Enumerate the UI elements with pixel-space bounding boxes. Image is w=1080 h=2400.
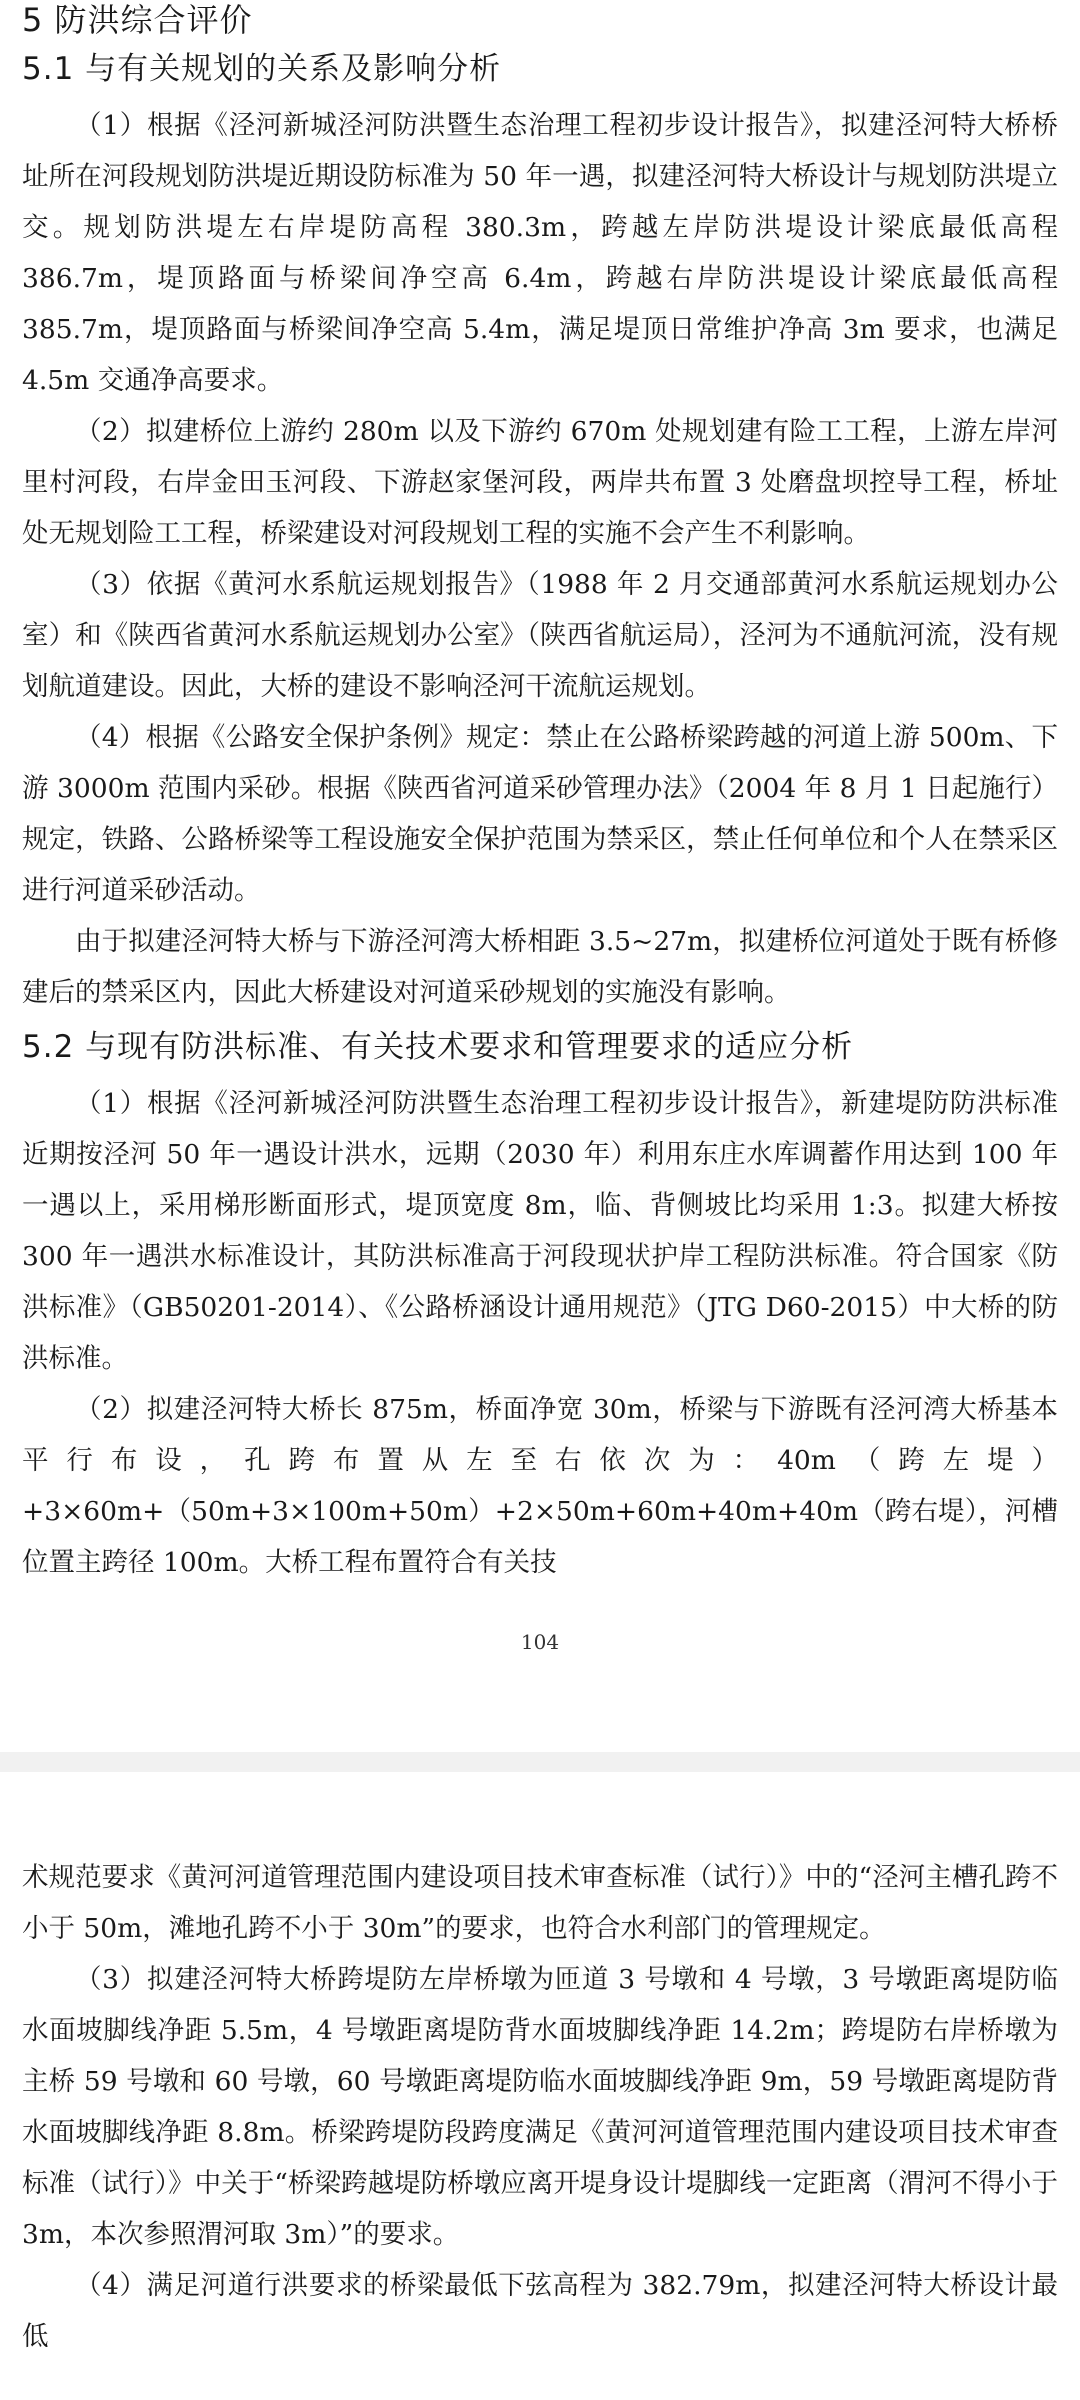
paragraph-continued: 术规范要求《黄河河道管理范围内建设项目技术审查标准（试行）》中的“泾河主槽孔跨不小于 50m，滩地孔跨不小于 30m”的要求，也符合水利部门的管理规定。 — [22, 1862, 1058, 1944]
paragraph-5-2-item-3: （3）拟建泾河特大桥跨堤防左岸桥墩为匝道 3 号墩和 4 号墩，3 号墩距离堤防临水面坡脚线净距 5.5m，4 号墩距离堤防背水面坡脚线净距 14.2m；跨堤防右岸桥墩为主桥 59 号墩和 60 号墩，60 号墩距离堤防临水面坡脚线净距 9m，59 号墩距离堤防背水面坡脚线净距 8.8m。桥梁跨堤防段跨度满足《黄河河道管理范围内建设项目技术审查标准（试行）》中关于“桥梁跨越堤防桥墩应离开堤身设计堤脚线一定距离（渭河不得小于 3m，本次参照渭河取 3m）”的要求。 — [22, 1964, 1058, 2250]
page-content — [22, 1852, 1058, 2362]
paragraph-5-2-item-2: （2）拟建泾河特大桥长 875m，桥面净宽 30m，桥梁与下游既有泾河湾大桥基本平行布设，孔跨布置从左至右依次为：40m（跨左堤）+3×60m+（50m+3×100m+50m）+2×50m+60m+40m+40m（跨右堤），河槽位置主跨径 100m。大桥工程布置符合有关技 — [22, 1394, 1058, 1578]
paragraph-5-1-item-1: （1）根据《泾河新城泾河防洪暨生态治理工程初步设计报告》，拟建泾河特大桥桥址所在河段规划防洪堤近期设防标准为 50 年一遇，拟建泾河特大桥设计与规划防洪堤立交。规划防洪堤左右岸堤防高程 380.3m，跨越左岸防洪堤设计梁底最低高程 386.7m，堤顶路面与桥梁间净空高 6.4m，跨越右岸防洪堤设计梁底最低高程 385.7m，堤顶路面与桥梁间净空高 5.4m，满足堤顶日常维护净高 3m 要求，也满足 4.5m 交通净高要求。 — [22, 110, 1058, 396]
chapter-title: 5 防洪综合评价 — [22, 1, 253, 39]
section-5-2-title: 5.2 与现有防洪标准、有关技术要求和管理要求的适应分析 — [22, 1029, 854, 1065]
page-content — [22, 0, 1058, 1588]
document-page-105 — [0, 1772, 1080, 2400]
paragraph-5-1-item-2: （2）拟建桥位上游约 280m 以及下游约 670m 处规划建有险工工程，上游左岸河里村河段，右岸金田玉河段、下游赵家堡河段，两岸共布置 3 处磨盘坝控导工程，桥址处无规划险工工程，桥梁建设对河段规划工程的实施不会产生不利影响。 — [22, 416, 1058, 549]
paragraph-5-2-item-4: （4）满足河道行洪要求的桥梁最低下弦高程为 382.79m，拟建泾河特大桥设计最低 — [22, 2270, 1058, 2352]
paragraph-5-1-conclusion: 由于拟建泾河特大桥与下游泾河湾大桥相距 3.5~27m，拟建桥位河道处于既有桥修建后的禁采区内，因此大桥建设对河道采砂规划的实施没有影响。 — [22, 926, 1058, 1008]
section-5-1-title: 5.1 与有关规划的关系及影响分析 — [22, 51, 502, 87]
paragraph-5-2-item-1: （1）根据《泾河新城泾河防洪暨生态治理工程初步设计报告》，新建堤防防洪标准近期按泾河 50 年一遇设计洪水，远期（2030 年）利用东庄水库调蓄作用达到 100 年一遇以上，采用梯形断面形式，堤顶宽度 8m，临、背侧坡比均采用 1:3。拟建大桥按 300 年一遇洪水标准设计，其防洪标准高于河段现状护岸工程防洪标准。符合国家《防洪标准》（GB50201-2014）、《公路桥涵设计通用规范》（JTG D60-2015）中大桥的防洪标准。 — [22, 1088, 1058, 1374]
paragraph-5-1-item-4: （4）根据《公路安全保护条例》规定：禁止在公路桥梁跨越的河道上游 500m、下游 3000m 范围内采砂。根据《陕西省河道采砂管理办法》（2004 年 8 月 1 日起施行）规定，铁路、公路桥梁等工程设施安全保护范围为禁采区，禁止任何单位和个人在禁采区进行河道采砂活动。 — [22, 722, 1058, 906]
paragraph-5-1-item-3: （3）依据《黄河水系航运规划报告》（1988 年 2 月交通部黄河水系航运规划办公室）和《陕西省黄河水系航运规划办公室》（陕西省航运局），泾河为不通航河流，没有规划航道建设。因此，大桥的建设不影响泾河干流航运规划。 — [22, 569, 1058, 702]
page-separator — [0, 1752, 1080, 1772]
page-number: 104 — [520, 1630, 560, 1654]
